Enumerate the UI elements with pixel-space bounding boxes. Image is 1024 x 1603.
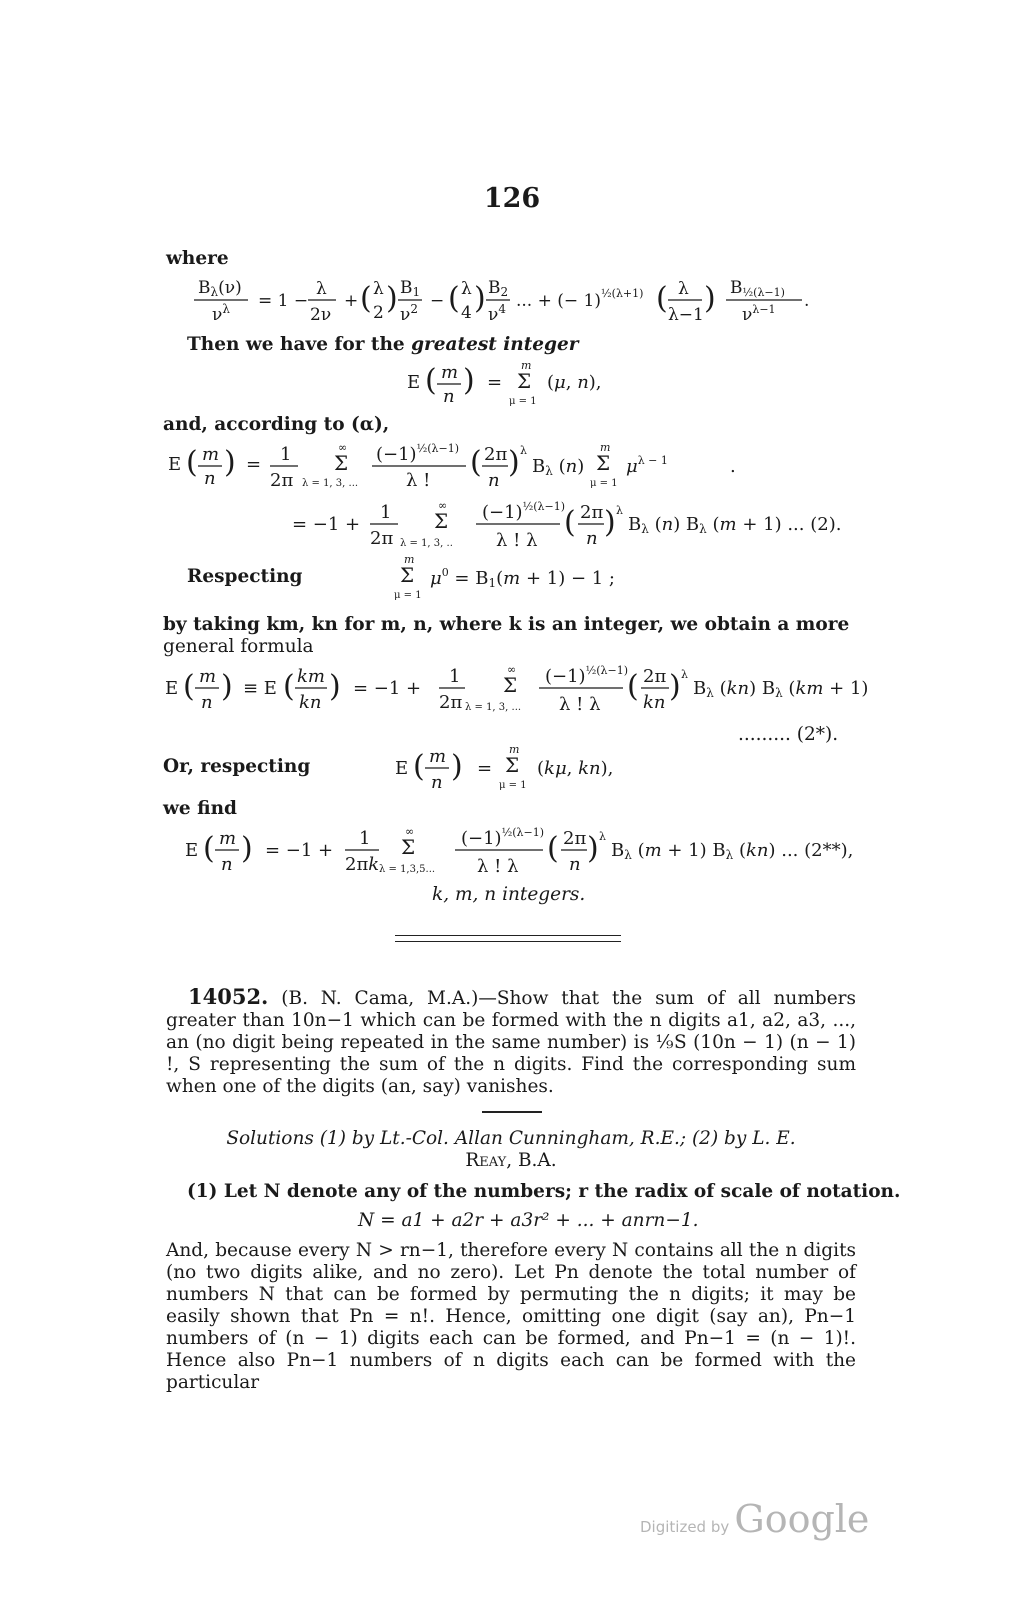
svg-text:1: 1 [359, 828, 371, 849]
problem-number: 14052. [188, 984, 269, 1009]
svg-text:λ ! λ: λ ! λ [477, 856, 519, 877]
svg-text:−: − [430, 291, 445, 311]
where-label: where [166, 248, 229, 269]
svg-text:Bλ(ν): Bλ(ν) [198, 278, 242, 299]
svg-text:): ) [224, 445, 236, 480]
svg-text:≡ E: ≡ E [243, 678, 277, 699]
svg-text:B½(λ−1): B½(λ−1) [730, 278, 785, 299]
svg-text:m: m [219, 828, 237, 849]
svg-text:(: ( [360, 281, 372, 316]
svg-text:n: n [586, 528, 598, 549]
svg-text:λ = 1, 3, ...: λ = 1, 3, ... [465, 702, 522, 713]
svg-text:λ: λ [373, 279, 384, 299]
svg-text:Σ: Σ [400, 563, 415, 587]
svg-text:Σ: Σ [505, 753, 520, 777]
svg-text:m: m [404, 553, 415, 566]
svg-text:): ) [604, 505, 616, 540]
svg-text:(: ( [186, 445, 198, 480]
page-number: 126 [483, 183, 541, 214]
svg-text:Bλ (n): Bλ (n) [532, 456, 585, 478]
svg-text:= 1 −: = 1 − [258, 291, 309, 311]
section-divider-top [395, 935, 621, 936]
svg-text:∞: ∞ [405, 825, 415, 838]
svg-text:m: m [521, 359, 532, 372]
equation-n: N = a1 + a2r + a3r² + ... + anrn−1. [358, 1210, 699, 1231]
svg-text:= −1 +: = −1 + [265, 840, 334, 861]
svg-text:E: E [165, 678, 179, 699]
svg-text:λ: λ [678, 279, 689, 299]
svg-text:λ ! λ: λ ! λ [496, 530, 538, 551]
svg-text:(: ( [627, 669, 639, 704]
svg-text:(: ( [470, 445, 482, 480]
svg-text:E: E [185, 840, 199, 861]
equation-e-series-2 [290, 500, 860, 556]
svg-text:n: n [443, 386, 455, 407]
google-logo: Google [734, 1497, 870, 1541]
svg-text:m: m [509, 743, 520, 756]
svg-text:(: ( [547, 831, 559, 866]
svg-text:∞: ∞ [338, 441, 348, 454]
svg-text:(μ, n),: (μ, n), [547, 372, 602, 393]
equation-or-respecting [393, 744, 653, 800]
equation-find [183, 826, 873, 882]
svg-text:m: m [199, 666, 217, 687]
svg-text:): ) [474, 281, 486, 316]
svg-text:λ: λ [616, 504, 623, 517]
svg-text:... + (− 1)½(λ+1): ... + (− 1)$^{\frac{1}{2}(\lambda+1)}$ [516, 287, 644, 311]
svg-text:E: E [168, 454, 182, 475]
svg-text:(−1)½(λ−1): $(-1)^{\frac{1}{2}(\lambda-1)}$ [376, 442, 460, 465]
svg-text:(: ( [203, 831, 215, 866]
svg-text:1: 1 [449, 666, 461, 687]
solutions-header [166, 1128, 856, 1172]
svg-text:n: n [201, 692, 213, 713]
svg-text:μ = 1: μ = 1 [509, 396, 537, 407]
equation-b-definition [190, 276, 850, 326]
svg-text:= −1 +: = −1 + [353, 678, 422, 699]
digitized-watermark [640, 1497, 869, 1541]
svg-text:): ) [451, 749, 463, 784]
or-respecting-label: Or, respecting [163, 756, 311, 777]
svg-text:(−1)½(λ−1): $(-1)^{\frac{1}{2}(\lambda-1)}$ [461, 826, 545, 849]
svg-text:λ: λ [681, 668, 688, 681]
svg-text:λ−1: λ−1 [668, 305, 704, 325]
svg-text:(: ( [283, 669, 295, 704]
svg-text:∞: ∞ [438, 499, 448, 512]
svg-text:Σ: Σ [334, 451, 349, 475]
solutions-line-1: Solutions (1) by Lt.-Col. Allan Cunningham, R.E.; (2) by L. E. [226, 1128, 796, 1149]
problem-text: (B. N. Cama, M.A.)—Show that the sum of all numbers greater than 10n−1 which can be formed with the n digits a1, a2, a3, ..., an (no digit being repeated in the same number) is ⅑S (10n − 1) (n − 1) !, S representing the sum of the n digits. Find the corresponding sum when one of the digits (an, say) vanishes. [166, 988, 856, 1097]
solution-1-intro: (1) Let N denote any of the numbers; r the radix of scale of notation. [187, 1181, 901, 1202]
svg-text:=: = [246, 454, 262, 475]
svg-text:km: km [297, 666, 325, 687]
solutions-line-2: Reay, B.A. [465, 1150, 557, 1171]
svg-text:): ) [221, 669, 233, 704]
svg-text:B2: B2 [488, 278, 509, 299]
svg-text:=: = [477, 758, 493, 779]
svg-text:(kμ, kn),: (kμ, kn), [537, 758, 614, 779]
svg-text:(: ( [413, 749, 425, 784]
equation-e-sum [405, 360, 645, 416]
short-divider [482, 1111, 542, 1113]
according-line: and, according to (α), [163, 414, 390, 435]
svg-text:2: 2 [373, 303, 384, 323]
svg-text:λ: λ [316, 279, 327, 299]
equation-general [163, 663, 869, 720]
svg-text:ν2: $\nu^2$ [400, 302, 418, 325]
svg-text:λ = 1,3,5...: λ = 1,3,5... [379, 864, 436, 875]
svg-text:νλ−1: $\nu^{\lambda-1}$ [742, 303, 776, 325]
svg-text:λ !: λ ! [406, 470, 431, 491]
svg-text:= −1 +: = −1 + [292, 514, 361, 535]
svg-text:2πk: 2πk [345, 854, 380, 875]
svg-text:1: 1 [280, 444, 292, 465]
svg-text:): ) [386, 281, 398, 316]
svg-text:Σ: Σ [503, 673, 518, 697]
digitized-by-text: Digitized by [640, 1518, 730, 1536]
svg-text:(: ( [656, 281, 668, 316]
svg-text:n: n [569, 854, 581, 875]
svg-text:1: 1 [380, 502, 392, 523]
svg-text:): ) [241, 831, 253, 866]
svg-text:2ν: 2ν [310, 305, 332, 325]
svg-text:νλ: $\nu^\lambda$ [212, 302, 230, 325]
svg-text:2π: 2π [270, 470, 294, 491]
equation-respecting [392, 554, 652, 604]
taking-line-2: general formula [163, 636, 314, 657]
svg-text:n: n [204, 468, 216, 489]
svg-text:(−1)½(λ−1): $(-1)^{\frac{1}{2}(\lambda-1)}$ [545, 664, 629, 687]
svg-text:kn: kn [299, 692, 322, 713]
svg-text:4: 4 [461, 303, 472, 323]
respecting-label: Respecting [187, 566, 303, 587]
svg-text:λ ! λ: λ ! λ [559, 694, 601, 715]
svg-text:E: E [395, 758, 409, 779]
svg-text:.: . [804, 291, 810, 311]
svg-text:μ = 1: μ = 1 [499, 780, 527, 791]
svg-text:Bλ (n) Bλ (m + 1) ... (2).: Bλ (n) Bλ (m + 1) ... (2). [628, 514, 842, 536]
then-text: Then we have for the [187, 334, 412, 355]
svg-text:Σ: Σ [434, 509, 449, 533]
svg-text:m: m [441, 362, 459, 383]
svg-text:n: n [221, 854, 233, 875]
svg-text:m: m [429, 746, 447, 767]
svg-text:(: ( [183, 669, 195, 704]
svg-text:λ: λ [520, 444, 527, 457]
svg-text:Bλ (kn) Bλ (km + 1): Bλ (kn) Bλ (km + 1) [693, 678, 869, 700]
solution-paragraph: And, because every N > rn−1, therefore every N contains all the n digits (no two digits alike, and no zero). Let Pn denote the total number of numbers N that can be formed by permuting the n digits; it may be easily shown that Pn = n!. Hence, omitting one digit (say an), Pn−1 numbers of (n − 1) digits each can be formed, and Pn−1 = (n − 1)!. Hence also Pn−1 numbers of n digits each can be formed with the particular [166, 1240, 856, 1393]
problem-statement [166, 986, 856, 1098]
greatest-integer-text: greatest integer [411, 334, 579, 355]
svg-text:2π: 2π [439, 692, 463, 713]
svg-text:ν4: $\nu^4$ [488, 302, 506, 325]
svg-text:m: m [202, 444, 220, 465]
svg-text:2π: 2π [643, 666, 667, 687]
svg-text:2π: 2π [563, 828, 587, 849]
svg-text:λ = 1, 3, ..: λ = 1, 3, .. [400, 538, 453, 549]
svg-text:Bλ (m + 1) Bλ (kn) ... (2**),: Bλ (m + 1) Bλ (kn) ... (2**), [611, 840, 854, 862]
equation-general-tag: ......... (2*). [738, 724, 839, 745]
section-divider-bottom [395, 941, 621, 942]
svg-text:kn: kn [643, 692, 666, 713]
svg-text:(: ( [448, 281, 460, 316]
svg-text:μ = 1: μ = 1 [590, 478, 618, 489]
svg-text:2π: 2π [484, 444, 508, 465]
svg-text:μ0 = B1(m + 1) − 1 ;: $\mu^0 = B1(m + 1) - 1$ ; [430, 566, 615, 590]
svg-text:2π: 2π [370, 528, 394, 549]
svg-text:(: ( [564, 505, 576, 540]
svg-text:): ) [329, 669, 341, 704]
svg-text:λ = 1, 3, ...: λ = 1, 3, ... [302, 478, 359, 489]
svg-text:λ: λ [461, 279, 472, 299]
svg-text:): ) [508, 445, 520, 480]
svg-text:E: E [407, 372, 421, 393]
svg-text:n: n [431, 772, 443, 793]
svg-text:): ) [587, 831, 599, 866]
svg-text:): ) [704, 281, 716, 316]
svg-text:): ) [669, 669, 681, 704]
svg-text:B1: B1 [400, 278, 421, 299]
taking-line-1: by taking km, kn for m, n, where k is an integer, we obtain a more [163, 614, 850, 635]
svg-text:Σ: Σ [401, 835, 416, 859]
svg-text:μ = 1: μ = 1 [394, 590, 422, 601]
svg-text:): ) [463, 363, 475, 398]
svg-text:.: . [730, 456, 736, 477]
kmn-integers: k, m, n integers. [432, 884, 586, 905]
svg-text:m: m [600, 441, 611, 454]
svg-text:μλ − 1: $\mu^{\lambda - 1}$ [626, 454, 668, 477]
equation-e-series-1 [166, 442, 766, 498]
svg-text:+: + [344, 291, 359, 311]
then-line [187, 334, 579, 355]
svg-text:2π: 2π [580, 502, 604, 523]
svg-text:λ: λ [599, 830, 606, 843]
svg-text:Σ: Σ [517, 369, 532, 393]
svg-text:n: n [488, 470, 500, 491]
svg-text:=: = [487, 372, 503, 393]
we-find-label: we find [163, 798, 237, 819]
svg-text:Σ: Σ [596, 451, 611, 475]
svg-text:∞: ∞ [507, 663, 517, 676]
svg-text:(: ( [425, 363, 437, 398]
svg-text:(−1)½(λ−1): $(-1)^{\frac{1}{2}(\lambda-1)}$ [482, 500, 566, 523]
